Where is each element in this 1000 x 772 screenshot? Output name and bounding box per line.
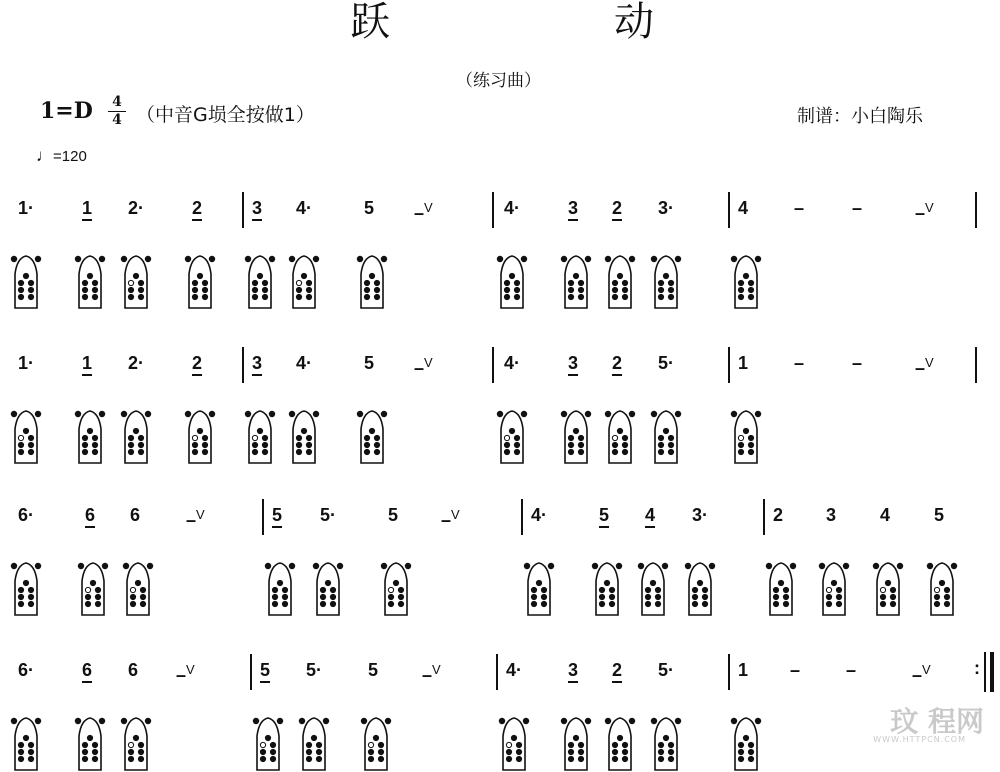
score-note xyxy=(612,660,622,680)
note-number: 4 xyxy=(880,505,891,525)
score-note xyxy=(658,660,674,680)
score-note xyxy=(880,505,890,525)
score-note xyxy=(320,505,336,525)
note-number: – xyxy=(846,660,857,680)
dotted-rhythm: · xyxy=(28,505,35,525)
note-number: 3 xyxy=(568,198,579,218)
watermark-url: WWW.HTTPCN.COM xyxy=(873,735,966,744)
score-note xyxy=(422,660,441,685)
ocarina-fingering-icon xyxy=(380,559,412,617)
ocarina-fingering-icon xyxy=(818,559,850,617)
score-note xyxy=(296,198,312,218)
barline xyxy=(728,347,730,383)
score-note xyxy=(915,353,934,378)
ocarina-fingering-icon xyxy=(74,252,106,310)
dotted-rhythm: · xyxy=(28,660,35,680)
note-number: 3 xyxy=(252,353,263,373)
barline xyxy=(242,192,244,228)
note-number: 5 xyxy=(368,660,379,680)
score-note xyxy=(192,353,202,373)
note-number: 1 xyxy=(738,353,749,373)
note-number: 1 xyxy=(738,660,749,680)
ocarina-fingering-icon xyxy=(523,559,555,617)
note-number: – xyxy=(176,665,187,685)
ocarina-fingering-icon xyxy=(560,252,592,310)
note-number: 3 xyxy=(826,505,837,525)
score-note xyxy=(130,505,140,525)
key-note: （中音G埙全按做1） xyxy=(136,104,315,126)
score-note xyxy=(852,198,862,218)
subtitle: （练习曲） xyxy=(456,71,541,91)
ocarina-fingering-icon xyxy=(77,559,109,617)
score-note xyxy=(176,660,195,685)
ocarina-fingering-icon xyxy=(120,407,152,465)
score-note xyxy=(506,660,522,680)
barline xyxy=(496,654,498,690)
dotted-rhythm: · xyxy=(668,353,675,373)
dotted-rhythm: · xyxy=(138,353,145,373)
ocarina-fingering-icon xyxy=(360,714,392,772)
breath-mark: V xyxy=(186,662,195,677)
note-number: – xyxy=(414,203,425,223)
ocarina-fingering-icon xyxy=(765,559,797,617)
quarter-note-icon: ♩ xyxy=(36,146,53,165)
score-note xyxy=(296,353,312,373)
score-note xyxy=(85,505,95,525)
note-number: 2 xyxy=(128,198,139,218)
breath-mark: V xyxy=(925,355,934,370)
score-note xyxy=(252,198,262,218)
ocarina-fingering-icon xyxy=(604,407,636,465)
score-note xyxy=(82,353,92,373)
dotted-rhythm: · xyxy=(28,353,35,373)
ocarina-fingering-icon xyxy=(184,407,216,465)
score-note xyxy=(186,505,205,530)
barline xyxy=(492,192,494,228)
score-note xyxy=(128,198,144,218)
ocarina-fingering-icon xyxy=(298,714,330,772)
score-note xyxy=(568,198,578,218)
score-note xyxy=(504,198,520,218)
score-note xyxy=(368,660,378,680)
score-note xyxy=(441,505,460,530)
ocarina-fingering-icon xyxy=(288,407,320,465)
ocarina-fingering-icon xyxy=(120,714,152,772)
note-number: 5 xyxy=(272,505,283,525)
breath-mark: V xyxy=(922,662,931,677)
dotted-rhythm: · xyxy=(514,198,521,218)
dotted-rhythm: · xyxy=(514,353,521,373)
note-number: – xyxy=(441,510,452,530)
note-number: 2 xyxy=(192,353,203,373)
ocarina-fingering-icon xyxy=(496,252,528,310)
watermark-logo: 玟 程网 xyxy=(890,705,984,738)
score-note xyxy=(128,660,138,680)
ocarina-fingering-icon xyxy=(496,407,528,465)
note-number: – xyxy=(912,665,923,685)
note-number: 1 xyxy=(82,353,93,373)
note-number: 5 xyxy=(260,660,271,680)
note-number: – xyxy=(794,353,805,373)
final-barline xyxy=(990,652,994,692)
score-note xyxy=(915,198,934,223)
note-number: 3 xyxy=(252,198,263,218)
note-number: 3 xyxy=(658,198,669,218)
ocarina-fingering-icon xyxy=(10,559,42,617)
note-number: 1 xyxy=(18,353,29,373)
note-number: 2 xyxy=(612,353,623,373)
title-char-1: 跃 xyxy=(350,0,392,45)
barline xyxy=(763,499,765,535)
note-number: 4 xyxy=(738,198,749,218)
dotted-rhythm: · xyxy=(306,353,313,373)
ocarina-fingering-icon xyxy=(356,407,388,465)
ocarina-fingering-icon xyxy=(560,714,592,772)
breath-mark: V xyxy=(432,662,441,677)
ocarina-fingering-icon xyxy=(730,714,762,772)
score-note xyxy=(306,660,322,680)
score-note xyxy=(826,505,836,525)
dotted-rhythm: · xyxy=(516,660,523,680)
note-number: 4 xyxy=(296,198,307,218)
ocarina-fingering-icon xyxy=(252,714,284,772)
score-note xyxy=(272,505,282,525)
title-char-2: 动 xyxy=(614,0,656,45)
note-number: 4 xyxy=(504,198,515,218)
ocarina-fingering-icon xyxy=(120,252,152,310)
dotted-rhythm: · xyxy=(330,505,337,525)
score-note xyxy=(364,198,374,218)
note-number: 5 xyxy=(658,660,669,680)
score-note xyxy=(252,353,262,373)
ocarina-fingering-icon xyxy=(730,252,762,310)
note-number: 6 xyxy=(18,505,29,525)
ocarina-fingering-icon xyxy=(604,252,636,310)
score-note xyxy=(531,505,547,525)
time-signature xyxy=(108,95,126,128)
ocarina-fingering-icon xyxy=(264,559,296,617)
note-number: 6 xyxy=(128,660,139,680)
breath-mark: V xyxy=(196,507,205,522)
dotted-rhythm: · xyxy=(28,198,35,218)
score-note xyxy=(852,353,862,373)
note-number: 5 xyxy=(934,505,945,525)
score-note xyxy=(658,198,674,218)
note-number: 2 xyxy=(612,198,623,218)
ocarina-fingering-icon xyxy=(637,559,669,617)
note-number: 5 xyxy=(388,505,399,525)
ocarina-fingering-icon xyxy=(591,559,623,617)
score-note xyxy=(192,198,202,218)
ocarina-fingering-icon xyxy=(872,559,904,617)
score-note xyxy=(18,660,34,680)
score-note xyxy=(773,505,783,525)
note-number: 5 xyxy=(599,505,610,525)
score-note xyxy=(790,660,800,680)
dotted-rhythm: · xyxy=(306,198,313,218)
ocarina-fingering-icon xyxy=(10,407,42,465)
score-note xyxy=(912,660,931,685)
note-number: – xyxy=(186,510,197,530)
tempo-value: =120 xyxy=(53,148,87,165)
note-number: – xyxy=(915,203,926,223)
score-note xyxy=(504,353,520,373)
ocarina-fingering-icon xyxy=(684,559,716,617)
score-note xyxy=(612,198,622,218)
score-note xyxy=(260,660,270,680)
score-note xyxy=(414,198,433,223)
ocarina-fingering-icon xyxy=(926,559,958,617)
ocarina-fingering-icon xyxy=(10,252,42,310)
time-signature-top: 4 xyxy=(112,94,122,110)
note-number: 3 xyxy=(568,353,579,373)
score-note xyxy=(18,353,34,373)
barline xyxy=(262,499,264,535)
note-number: 2 xyxy=(128,353,139,373)
note-number: 6 xyxy=(18,660,29,680)
note-number: 4 xyxy=(645,505,656,525)
note-number: – xyxy=(794,198,805,218)
score-note xyxy=(364,353,374,373)
breath-mark: V xyxy=(424,355,433,370)
score-note xyxy=(934,505,944,525)
note-number: 6 xyxy=(82,660,93,680)
note-number: 4 xyxy=(531,505,542,525)
note-number: 6 xyxy=(85,505,96,525)
score-note xyxy=(18,505,34,525)
dotted-rhythm: · xyxy=(138,198,145,218)
note-number: 1 xyxy=(82,198,93,218)
ocarina-fingering-icon xyxy=(244,407,276,465)
score-note xyxy=(658,353,674,373)
ocarina-fingering-icon xyxy=(650,714,682,772)
ocarina-fingering-icon xyxy=(122,559,154,617)
ocarina-fingering-icon xyxy=(356,252,388,310)
dotted-rhythm: · xyxy=(702,505,709,525)
ocarina-fingering-icon xyxy=(288,252,320,310)
score-note xyxy=(645,505,655,525)
breath-mark: V xyxy=(451,507,460,522)
barline xyxy=(728,192,730,228)
score-note xyxy=(612,353,622,373)
ocarina-fingering-icon xyxy=(312,559,344,617)
note-number: – xyxy=(414,358,425,378)
barline xyxy=(975,192,977,228)
note-number: – xyxy=(852,353,863,373)
score-note xyxy=(128,353,144,373)
score-note xyxy=(794,353,804,373)
note-number: – xyxy=(852,198,863,218)
note-number: 2 xyxy=(612,660,623,680)
note-number: – xyxy=(422,665,433,685)
ocarina-fingering-icon xyxy=(244,252,276,310)
final-barline xyxy=(984,652,986,692)
note-number: – xyxy=(915,358,926,378)
note-number: 2 xyxy=(773,505,784,525)
score-note xyxy=(388,505,398,525)
note-number: 4 xyxy=(506,660,517,680)
note-number: 5 xyxy=(306,660,317,680)
tempo-marking xyxy=(36,146,87,166)
score-note xyxy=(568,660,578,680)
note-number: 5 xyxy=(658,353,669,373)
note-number: 4 xyxy=(296,353,307,373)
score-note xyxy=(82,660,92,680)
note-number: 5 xyxy=(320,505,331,525)
ocarina-fingering-icon xyxy=(184,252,216,310)
ocarina-fingering-icon xyxy=(498,714,530,772)
time-signature-bottom: 4 xyxy=(112,112,122,128)
dotted-rhythm: · xyxy=(316,660,323,680)
note-number: 3 xyxy=(692,505,703,525)
key-signature: 1=D xyxy=(40,98,93,124)
note-number: 2 xyxy=(192,198,203,218)
barline xyxy=(250,654,252,690)
score-note xyxy=(738,198,748,218)
score-note xyxy=(414,353,433,378)
dotted-rhythm: · xyxy=(541,505,548,525)
ocarina-fingering-icon xyxy=(74,407,106,465)
score-note xyxy=(692,505,708,525)
score-note xyxy=(568,353,578,373)
score-note xyxy=(794,198,804,218)
dotted-rhythm: · xyxy=(668,198,675,218)
note-number: 1 xyxy=(18,198,29,218)
score-note xyxy=(738,660,748,680)
note-number: 4 xyxy=(504,353,515,373)
score-note xyxy=(599,505,609,525)
ocarina-fingering-icon xyxy=(74,714,106,772)
score-note xyxy=(82,198,92,218)
dotted-rhythm: · xyxy=(668,660,675,680)
note-number: – xyxy=(790,660,801,680)
breath-mark: V xyxy=(424,200,433,215)
ocarina-fingering-icon xyxy=(650,252,682,310)
ocarina-fingering-icon xyxy=(650,407,682,465)
score-note xyxy=(18,198,34,218)
repeat-dots: : xyxy=(974,658,980,678)
ocarina-fingering-icon xyxy=(730,407,762,465)
score-note xyxy=(738,353,748,373)
barline xyxy=(521,499,523,535)
breath-mark: V xyxy=(925,200,934,215)
ocarina-fingering-icon xyxy=(604,714,636,772)
score-note xyxy=(846,660,856,680)
note-number: 5 xyxy=(364,353,375,373)
ocarina-fingering-icon xyxy=(560,407,592,465)
barline xyxy=(728,654,730,690)
barline xyxy=(975,347,977,383)
note-number: 5 xyxy=(364,198,375,218)
note-number: 3 xyxy=(568,660,579,680)
arranger: 制谱：小白陶乐 xyxy=(797,106,923,127)
ocarina-fingering-icon xyxy=(10,714,42,772)
note-number: 6 xyxy=(130,505,141,525)
barline xyxy=(492,347,494,383)
barline xyxy=(242,347,244,383)
